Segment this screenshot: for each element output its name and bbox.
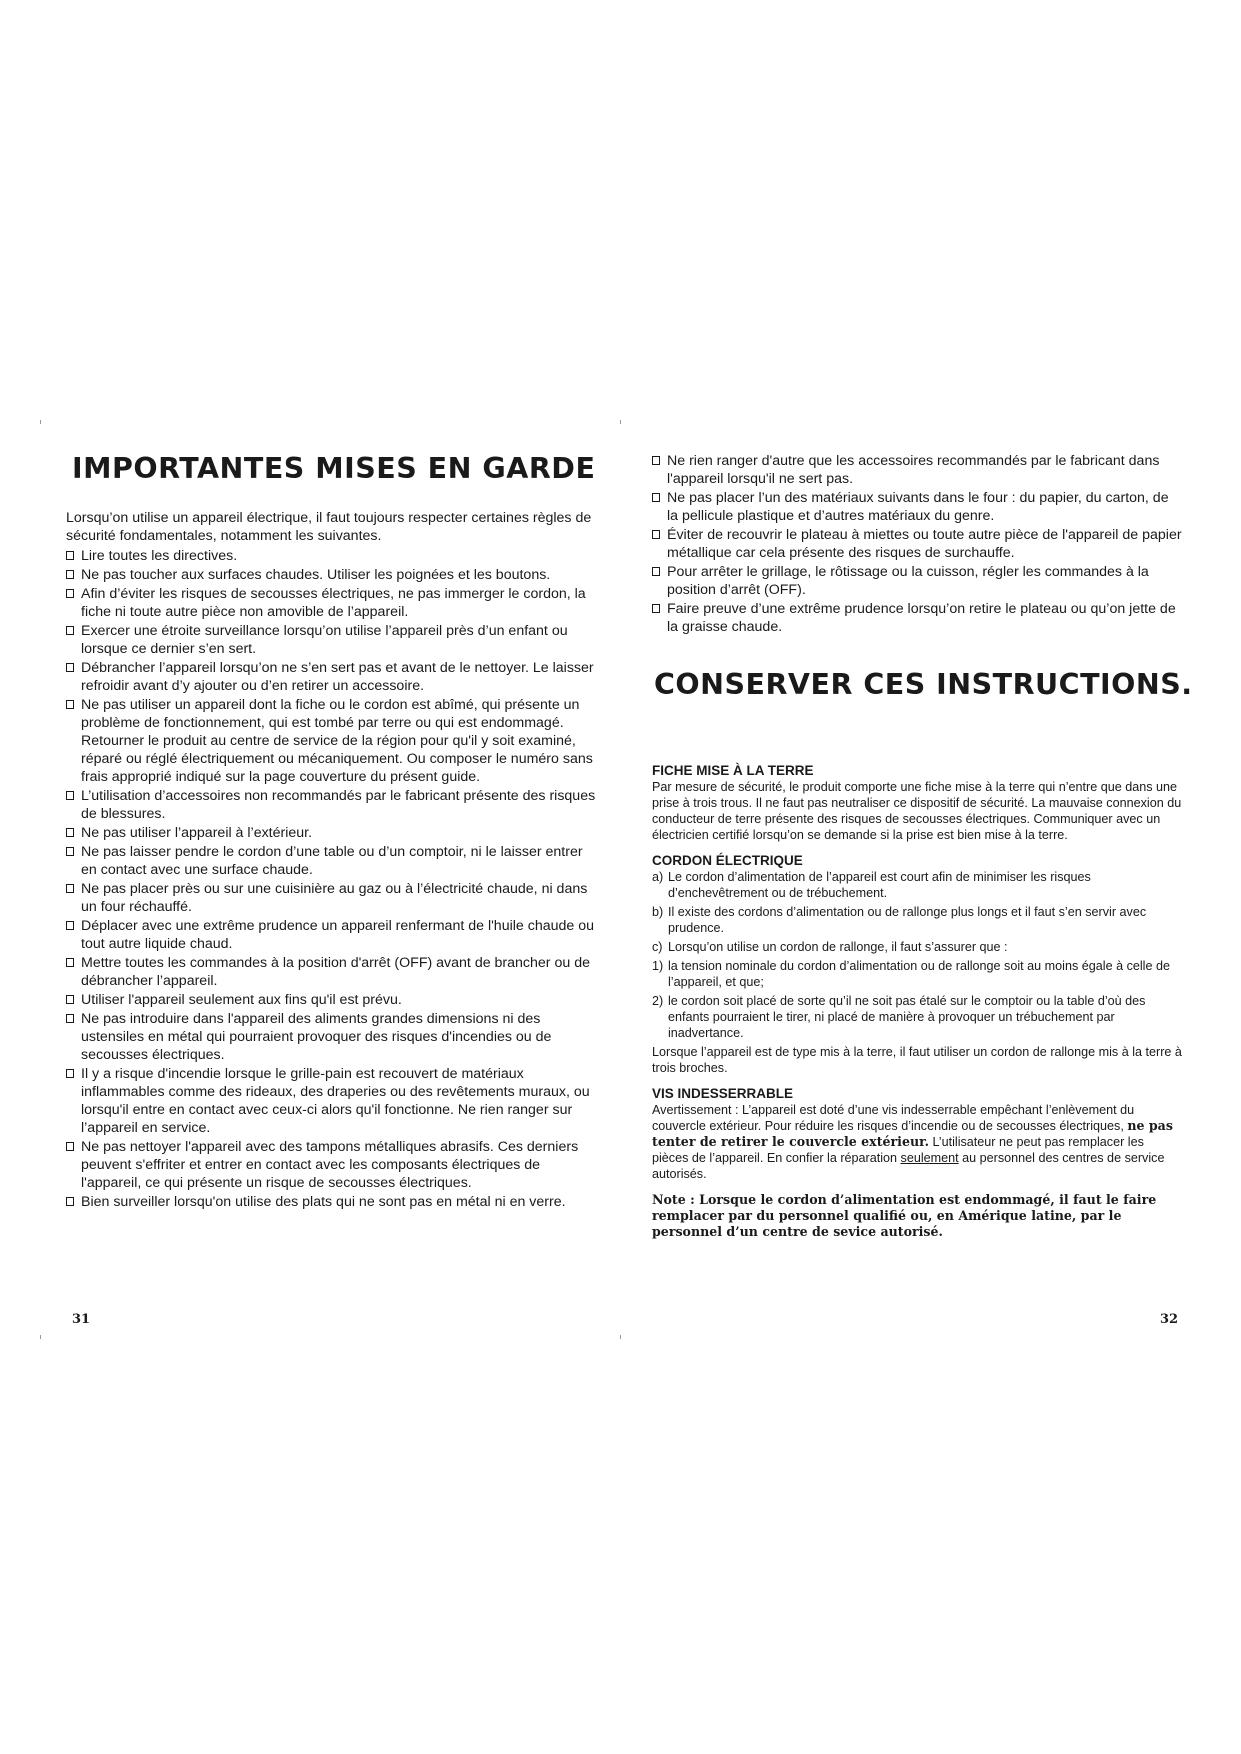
list-item: 2) le cordon soit placé de sorte qu’il ne soit pas étalé sur le comptoir ou la table d’où des enfants pourraient le tirer, ni placé de manière à provoquer un trébuchement par inadvertance. (652, 994, 1146, 1040)
list-item: Exercer une étroite surveillance lorsqu’on utilise l’appareil près d’un enfant ou lorsque ce dernier s’en sert. (66, 622, 596, 658)
list-item: Ne pas utiliser l’appareil à l’extérieur. (66, 824, 596, 842)
checkbox-icon (66, 791, 74, 800)
cord-section (652, 853, 1182, 1076)
section-heading: CORDON ÉLECTRIQUE (652, 853, 803, 868)
checkbox-icon (66, 995, 74, 1004)
list-item: c) Lorsqu’on utilise un cordon de rallonge, il faut s’assurer que : (652, 940, 1008, 954)
list-item: 1) la tension nominale du cordon d’alimentation ou de rallonge soit au moins égale à celle de l’appareil, et que; (652, 959, 1170, 989)
checkbox-icon (652, 530, 660, 539)
checkbox-icon (66, 663, 74, 672)
right-page (652, 452, 1193, 1240)
list-item: a) Le cordon d’alimentation de l’appareil est court afin de minimiser les risques d’enchevêtrement ou de trébuchement. (652, 870, 1091, 900)
safety-list (66, 547, 596, 1211)
list-item: Faire preuve d’une extrême prudence lorsqu’on retire le plateau ou qu’on jette de la graisse chaude. (652, 600, 1182, 636)
screw-section (652, 1086, 1182, 1182)
cord-list (652, 869, 1182, 1041)
note-text: Note : Lorsque le cordon d’alimentation est endommagé, il faut le faire remplacer par du personnel qualifié ou, en Amérique latine, par le personnel d’un centre de sevice autorisé. (652, 1192, 1157, 1239)
checkbox-icon (66, 847, 74, 856)
checkbox-icon (66, 700, 74, 709)
list-item: b) Il existe des cordons d’alimentation ou de rallonge plus longs et il faut s’en servir avec prudence. (652, 905, 1147, 935)
checkbox-icon (652, 604, 660, 613)
checkbox-icon (652, 567, 660, 576)
checkbox-icon (66, 570, 74, 579)
section-text: Par mesure de sécurité, le produit comporte une fiche mise à la terre qui n’entre que dans une prise à trois trous. Il ne faut pas neutraliser ce dispositif de sécurité. La mauvaise connexion du conducteur de terre présente des risques de secousses électriques. Communiquer avec un électricien certifié lorsqu’on se demande si la prise est bien mise à la terre. (652, 780, 1182, 842)
list-item: Éviter de recouvrir le plateau à miettes ou toute autre pièce de l'appareil de papier métallique car cela présente des risques de surchauffe. (652, 526, 1182, 562)
page-number: 32 (1160, 1312, 1179, 1327)
checkbox-icon (66, 1014, 74, 1023)
section-heading: FICHE MISE À LA TERRE (652, 763, 814, 778)
safety-list-continued (652, 452, 1182, 636)
registration-mark (40, 1335, 41, 1339)
section-heading: VIS INDESSERRABLE (652, 1086, 794, 1101)
list-item: Lire toutes les directives. (66, 547, 596, 565)
left-page (66, 452, 596, 1212)
grounded-plug-section (652, 763, 1182, 843)
registration-mark (620, 1335, 621, 1339)
list-item: Ne rien ranger d'autre que les accessoires recommandés par le fabricant dans l'appareil lorsqu'il ne sert pas. (652, 452, 1182, 488)
checkbox-icon (66, 626, 74, 635)
section-text: Avertissement : L’appareil est doté d’une vis indesserrable empêchant l’enlèvement du couvercle extérieur. Pour réduire les risques d’incendie ou de secousses électriques, ne pas tenter de retirer le couvercle extérieur. L’utilisateur ne peut pas remplacer les pièces de l’appareil. En confier la réparation seulement au personnel des centres de service autorisés. (652, 1103, 1173, 1181)
checkbox-icon (66, 958, 74, 967)
list-item: Débrancher l’appareil lorsqu’on ne s’en sert pas et avant de le nettoyer. Le laisser refroidir avant d’y ajouter ou d’en retirer un accessoire. (66, 659, 596, 695)
list-item: Déplacer avec une extrême prudence un appareil renfermant de l'huile chaude ou tout autre liquide chaud. (66, 917, 596, 953)
list-item: Utiliser l'appareil seulement aux fins qu'il est prévu. (66, 991, 596, 1009)
checkbox-icon (66, 589, 74, 598)
list-item: Ne pas toucher aux surfaces chaudes. Utiliser les poignées et les boutons. (66, 566, 596, 584)
checkbox-icon (652, 493, 660, 502)
checkbox-icon (66, 828, 74, 837)
section-text: Lorsque l’appareil est de type mis à la terre, il faut utiliser un cordon de rallonge mis à la terre à trois broches. (652, 1045, 1182, 1075)
checkbox-icon (66, 1197, 74, 1206)
list-item: Afin d’éviter les risques de secousses électriques, ne pas immerger le cordon, la fiche ni toute autre pièce non amovible de l’appareil. (66, 585, 596, 621)
registration-mark (40, 420, 41, 424)
checkbox-icon (66, 921, 74, 930)
checkbox-icon (66, 1069, 74, 1078)
checkbox-icon (66, 551, 74, 560)
intro-text: Lorsqu’on utilise un appareil électrique, il faut toujours respecter certaines règles de sécurité fondamentales, notamment les suivantes. (66, 510, 592, 544)
list-item: Ne pas placer l’un des matériaux suivants dans le four : du papier, du carton, de la pellicule plastique et d’autres matériaux du genre. (652, 489, 1182, 525)
page-title: IMPORTANTES MISES EN GARDE (72, 452, 596, 485)
page-number: 31 (72, 1312, 91, 1327)
list-item: Il y a risque d'incendie lorsque le grille-pain est recouvert de matériaux inflammables comme des rideaux, des draperies ou des revêtements muraux, ou lorsqu'il entre en contact avec ceux-ci alors qu'il fonctionne. Ne rien ranger sur l’appareil en service. (66, 1065, 596, 1137)
list-item: Ne pas placer près ou sur une cuisinière au gaz ou à l’électricité chaude, ni dans un four réchauffé. (66, 880, 596, 916)
list-item: Ne pas nettoyer l'appareil avec des tampons métalliques abrasifs. Ces derniers peuvent s'effriter et entrer en contact avec les composants électriques de l'appareil, ce qui présente un risque de secousses électriques. (66, 1138, 596, 1192)
list-item: Ne pas laisser pendre le cordon d’une table ou d’un comptoir, ni le laisser entrer en contact avec une surface chaude. (66, 843, 596, 879)
save-instructions-title: CONSERVER CES INSTRUCTIONS. (654, 668, 1193, 701)
checkbox-icon (66, 1142, 74, 1151)
registration-mark (620, 420, 621, 424)
list-item: Ne pas introduire dans l'appareil des aliments grandes dimensions ni des ustensiles en métal qui pourraient provoquer des risques d'incendies ou de secousses électriques. (66, 1010, 596, 1064)
list-item: L’utilisation d’accessoires non recommandés par le fabricant présente des risques de blessures. (66, 787, 596, 823)
checkbox-icon (652, 456, 660, 465)
list-item: Ne pas utiliser un appareil dont la fiche ou le cordon est abîmé, qui présente un problème de fonctionnement, qui est tombé par terre ou qui est endommagé. Retourner le produit au centre de service de la région pour qu'il y soit examiné, réparé ou réglé électriquement ou mécaniquement. Ou composer le numéro sans frais approprié indiqué sur la page couverture du présent guide. (66, 696, 596, 786)
list-item: Bien surveiller lorsqu'on utilise des plats qui ne sont pas en métal ni en verre. (66, 1193, 596, 1211)
checkbox-icon (66, 884, 74, 893)
list-item: Pour arrêter le grillage, le rôtissage ou la cuisson, régler les commandes à la position d’arrêt (OFF). (652, 563, 1182, 599)
list-item: Mettre toutes les commandes à la position d'arrêt (OFF) avant de brancher ou de débrancher l’appareil. (66, 954, 596, 990)
